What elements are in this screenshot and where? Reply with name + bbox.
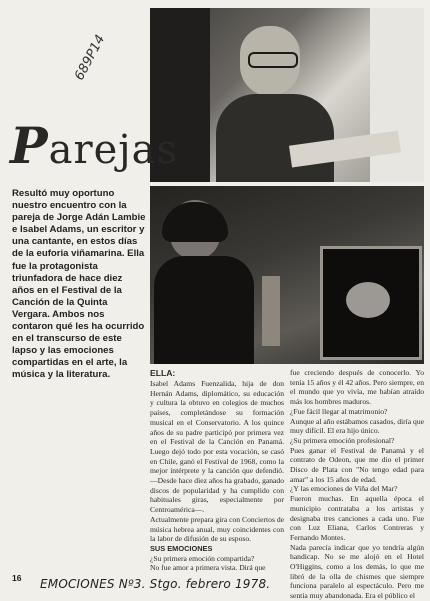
col2-paragraph-2: Nada parecía indicar que yo tendría algún handicap. No se me alojó en el Hotel O'Higgins, como a los demás, lo que me libró de la olla de chismes que siempre funciona paralelo al espectáculo. Pero me sentía muy abandonada. Era el público el (290, 542, 424, 601)
col2-question-3: ¿Y las emociones de Viña del Mar? (290, 484, 398, 494)
body-column-2 (290, 368, 424, 601)
handwritten-reference: 689P14 (72, 32, 109, 84)
subheading-emociones: SUS EMOCIONES (150, 543, 213, 553)
title-rest: arejas (48, 127, 179, 173)
lead-text: Resultó muy oportuno nuestro encuentro con la pareja de Jorge Adán Lambie e Isabel Adams, un escritor y una cantante, en estos días de la euforia viñamarina. Ella fue la protagonista triunfadora de hace diez años en el Festival de la Canción de la Quinta Vergara. Ambos nos contaron qué les ha ocurrido en el transcurso de este lapso y las emociones compartidas en el arte, la música y la literatura. (12, 188, 146, 381)
section-heading-ella: ELLA: (150, 368, 176, 378)
lead-paragraph (12, 188, 146, 382)
col2-answer-2: Pues ganar el Festival de Panamá y el contrato de Odeon, que me dio el primer Disco de Plata con "No tengo edad para amar" a los 15 años de edad. (290, 445, 424, 484)
handwritten-source-note: EMOCIONES Nº3. Stgo. febrero 1978. (40, 577, 271, 591)
col1-question-1: ¿Su primera emoción compartida? (150, 553, 255, 563)
col1-paragraph-2: Actualmente prepara gira con Conciertos de música hebrea anual, muy coincidentes con la labor de difusión de su esposo. (150, 514, 284, 544)
col1-answer-1: No fue amor a primera vista. Dirá que (150, 563, 266, 573)
col2-answer-3: Fueron muchas. En aquella época el municipio contrataba a los artistas y designaba tres canciones a cada uno. Fue con Luz Eliana, Carlos Contreras y Fernando Montes. (290, 494, 424, 542)
page-number: 16 (12, 573, 22, 583)
col2-answer-1: Aunque al año estábamos casados, diría que muy difícil. El era hijo único. (290, 416, 424, 436)
article-title (10, 116, 178, 175)
col2-question-2: ¿Su primera emoción profesional? (290, 435, 395, 445)
photo-man-at-desk (150, 8, 424, 182)
photo-woman-with-painting (150, 186, 424, 364)
title-initial: P (10, 116, 49, 175)
body-column-1 (150, 368, 284, 573)
col2-question-1: ¿Fue fácil llegar al matrimonio? (290, 406, 388, 416)
col1-paragraph-1: Isabel Adams Fuenzalida, hija de don Hernán Adams, diplomático, su educación y cultura la obtuvo en colegios de muchos países, completándose su formación musical en el Conservatorio. A los quince años de su padre participó por primera vez en el Festival de la Canción en Panamá. Luego dejó todo por esta vocación, se casó en Chile, ganó el Festival de 1968, como la mejor intérprete y la canción que defendió. —Desde hace diez años ha grabado, ganado discos de popularidad y ha cumplido con habituales giras, especialmente por Centroamérica—. (150, 379, 284, 515)
col2-paragraph-1: fue creciendo después de conocerlo. Yo tenía 15 años y él 42 años. Pero siempre, en el mundo que yo vivía, me habían atraído más los hombres maduros. (290, 368, 424, 407)
